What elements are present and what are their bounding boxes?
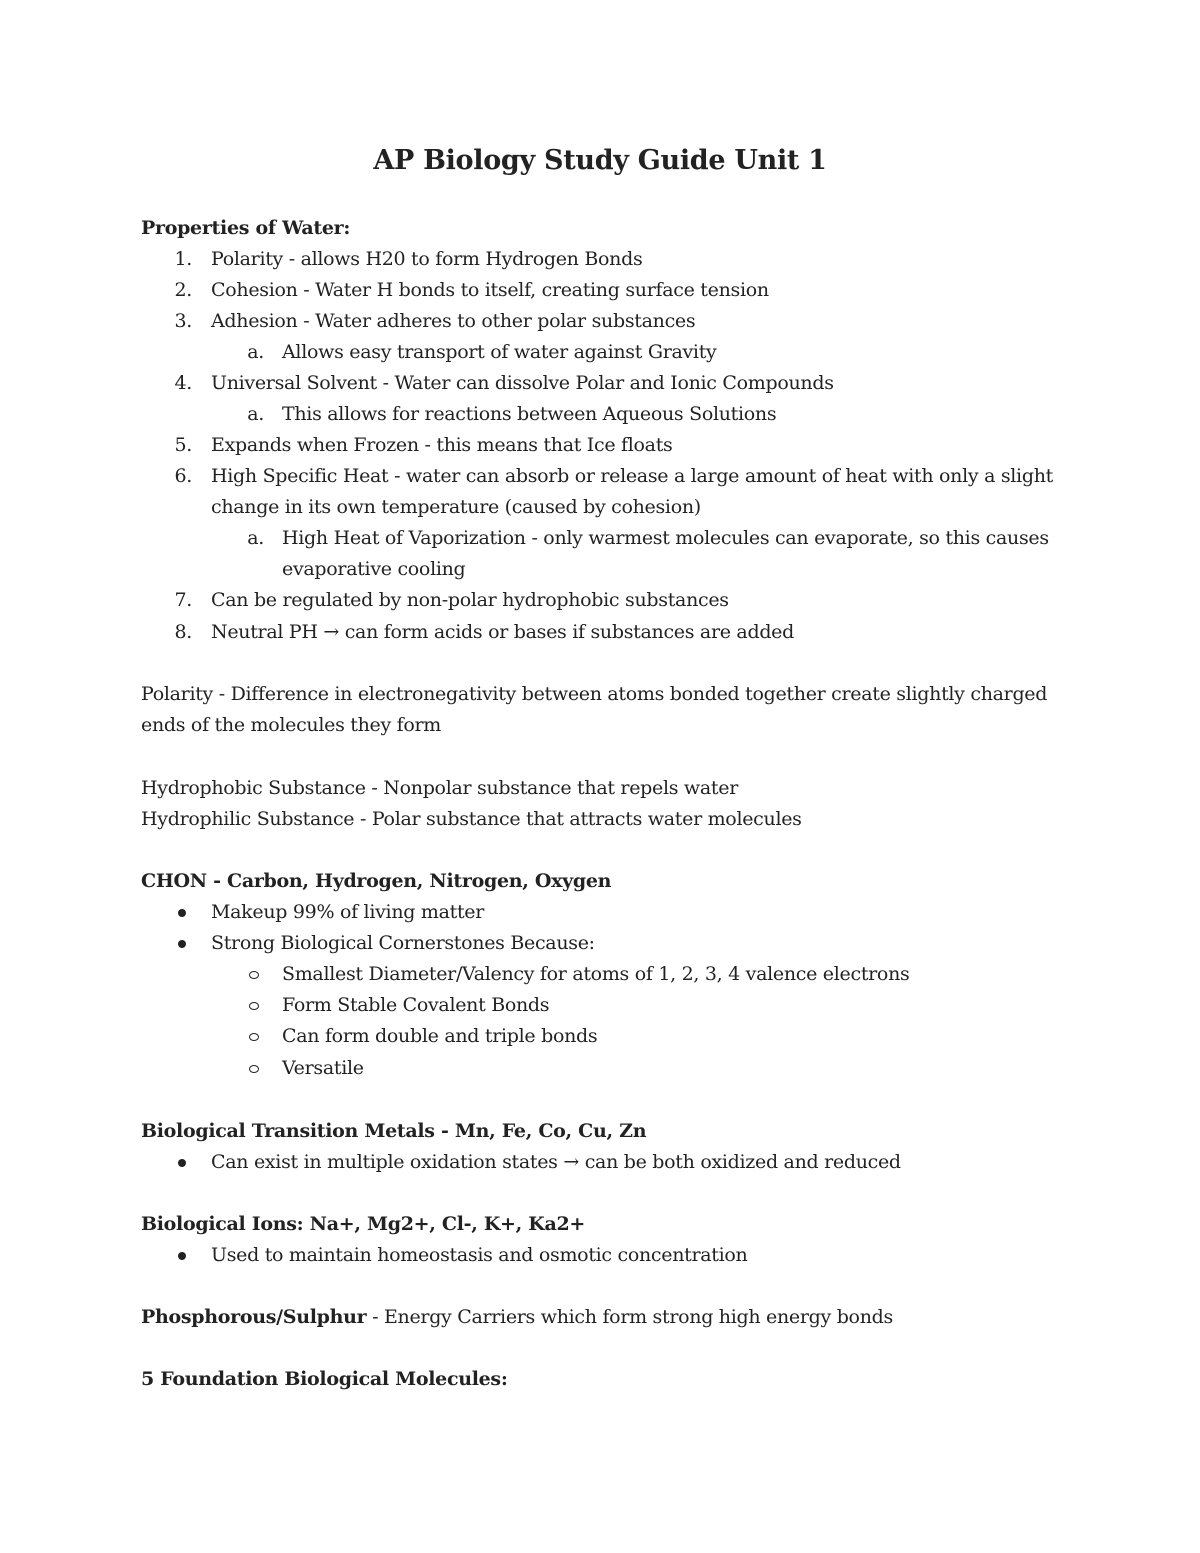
list-letter: a. <box>247 341 264 363</box>
list-letter: a. <box>247 403 264 425</box>
bullet-dot-icon <box>178 940 186 948</box>
list-item: Cohesion - Water H bonds to itself, creating surface tension <box>211 279 769 301</box>
list-item: High Specific Heat - water can absorb or release a large amount of heat with only a slight <box>211 465 1053 487</box>
phosphorous-sulphur-definition: - Energy Carriers which form strong high energy bonds <box>366 1306 893 1328</box>
list-number: 5. <box>174 434 192 456</box>
chon-heading: CHON - Carbon, Hydrogen, Nitrogen, Oxygen <box>141 870 612 892</box>
bullet-item: Strong Biological Cornerstones Because: <box>211 932 595 954</box>
hydrophobic-definition: Hydrophobic Substance - Nonpolar substance that repels water <box>141 777 738 799</box>
list-item: Polarity - allows H20 to form Hydrogen Bonds <box>211 248 643 270</box>
list-number: 1. <box>174 248 192 270</box>
sub-bullet-item: Smallest Diameter/Valency for atoms of 1, 2, 3, 4 valence electrons <box>282 963 910 985</box>
list-number: 2. <box>174 279 192 301</box>
bullet-dot-icon <box>178 1159 186 1167</box>
bullet-item: Makeup 99% of living matter <box>211 901 485 923</box>
bullet-circle-icon <box>249 1065 259 1073</box>
water-heading: Properties of Water: <box>141 217 351 239</box>
list-item: Universal Solvent - Water can dissolve Polar and Ionic Compounds <box>211 372 834 394</box>
metals-heading: Biological Transition Metals - Mn, Fe, Co, Cu, Zn <box>141 1120 647 1142</box>
polarity-definition: Polarity - Difference in electronegativity between atoms bonded together create slightly charged <box>141 683 1048 705</box>
bullet-circle-icon <box>249 971 259 979</box>
list-subitem-continuation: evaporative cooling <box>282 558 466 580</box>
polarity-definition-continuation: ends of the molecules they form <box>141 714 442 736</box>
list-number: 3. <box>174 310 192 332</box>
list-item: Adhesion - Water adheres to other polar substances <box>211 310 696 332</box>
list-item: Neutral PH → can form acids or bases if substances are added <box>211 621 794 643</box>
list-letter: a. <box>247 527 264 549</box>
bullet-dot-icon <box>178 909 186 917</box>
list-subitem: Allows easy transport of water against Gravity <box>282 341 717 363</box>
list-number: 7. <box>174 589 192 611</box>
sub-bullet-item: Can form double and triple bonds <box>282 1025 598 1047</box>
list-number: 8. <box>174 621 192 643</box>
ions-heading: Biological Ions: Na+, Mg2+, Cl-, K+, Ka2+ <box>141 1213 586 1235</box>
document-title: AP Biology Study Guide Unit 1 <box>373 145 827 176</box>
list-number: 4. <box>174 372 192 394</box>
list-subitem: High Heat of Vaporization - only warmest molecules can evaporate, so this causes <box>282 527 1049 549</box>
foundation-heading: 5 Foundation Biological Molecules: <box>141 1368 508 1390</box>
bullet-circle-icon <box>249 1002 259 1010</box>
sub-bullet-item: Form Stable Covalent Bonds <box>282 994 550 1016</box>
sub-bullet-item: Versatile <box>282 1057 364 1079</box>
list-item-continuation: change in its own temperature (caused by cohesion) <box>211 496 701 518</box>
bullet-circle-icon <box>249 1033 259 1041</box>
phosphorous-sulphur-term: Phosphorous/Sulphur <box>141 1306 367 1328</box>
list-item: Expands when Frozen - this means that Ice floats <box>211 434 673 456</box>
list-number: 6. <box>174 465 192 487</box>
bullet-item: Used to maintain homeostasis and osmotic concentration <box>211 1244 748 1266</box>
bullet-dot-icon <box>178 1252 186 1260</box>
list-subitem: This allows for reactions between Aqueous Solutions <box>282 403 777 425</box>
list-item: Can be regulated by non-polar hydrophobic substances <box>211 589 729 611</box>
phosphorous-sulphur-line <box>141 1302 893 1333</box>
bullet-item: Can exist in multiple oxidation states → can be both oxidized and reduced <box>211 1151 901 1173</box>
hydrophilic-definition: Hydrophilic Substance - Polar substance that attracts water molecules <box>141 808 802 830</box>
